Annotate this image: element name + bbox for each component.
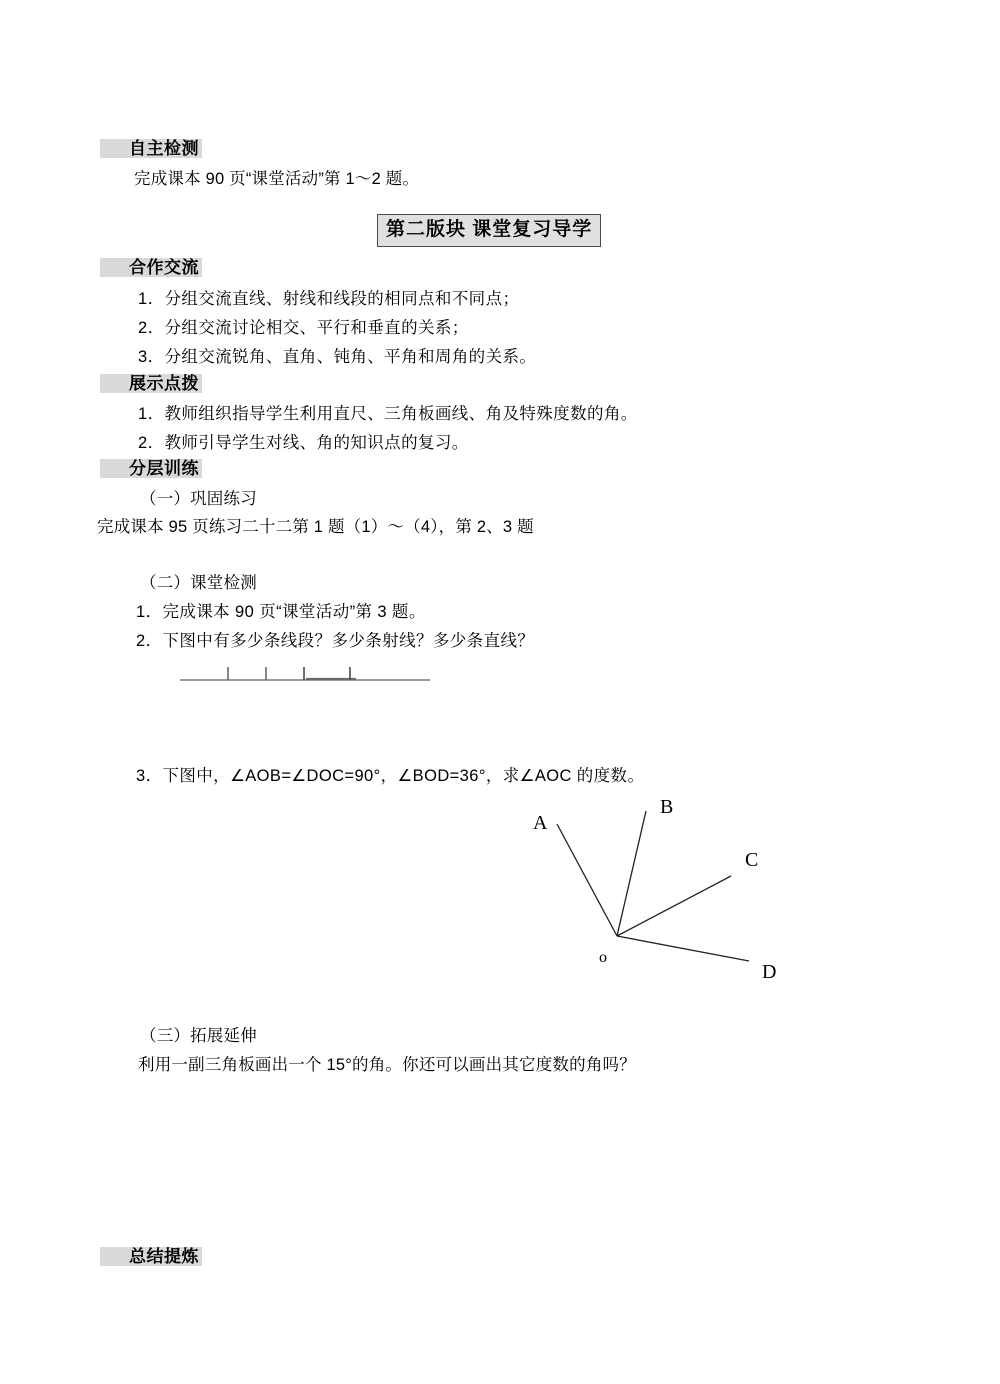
block-banner-title: 第二版块 课堂复习导学 <box>377 214 601 247</box>
part2-question-3: 3．下图中，∠AOB=∠DOC=90°，∠BOD=36°，求∠AOC 的度数。 <box>136 767 645 785</box>
ray-ob <box>617 811 646 936</box>
label-vertex-o: o <box>599 949 607 966</box>
part1-heading: （一）巩固练习 <box>140 490 257 508</box>
part3-heading: （三）拓展延伸 <box>140 1027 257 1045</box>
ray-oa <box>557 824 617 936</box>
heading-marker-block <box>100 258 124 277</box>
heading-marker-block <box>100 459 124 478</box>
heading-marker-block <box>100 1247 124 1266</box>
section-title-text: 总结提炼 <box>124 1247 202 1266</box>
label-point-d: D <box>762 961 777 983</box>
section-title-text: 合作交流 <box>124 258 202 277</box>
section-heading-summary <box>100 1247 202 1266</box>
section-heading-self-test <box>100 139 202 158</box>
section-title-text: 自主检测 <box>124 139 202 158</box>
self-test-line-1: 完成课本 90 页“课堂活动”第 1～2 题。 <box>134 170 420 188</box>
part2-question-2: 2．下图中有多少条线段？多少条射线？多少条直线？ <box>136 632 535 650</box>
heading-marker-block <box>100 374 124 393</box>
part2-question-1: 1．完成课本 90 页“课堂活动”第 3 题。 <box>136 603 426 621</box>
section-title-text: 展示点拨 <box>124 374 202 393</box>
label-point-a: A <box>533 812 548 834</box>
part3-body: 利用一副三角板画出一个 15°的角。你还可以画出其它度数的角吗？ <box>138 1056 636 1074</box>
cooperate-item-2: 2．分组交流讨论相交、平行和垂直的关系； <box>138 319 469 337</box>
cooperate-item-3: 3．分组交流锐角、直角、钝角、平角和周角的关系。 <box>138 348 537 366</box>
ray-oc <box>617 876 731 936</box>
part1-body: 完成课本 95 页练习二十二第 1 题（1）～（4），第 2、3 题 <box>97 518 534 536</box>
angle-rays-diagram <box>500 795 800 985</box>
label-point-b: B <box>660 796 674 818</box>
label-point-c: C <box>745 849 759 871</box>
line-segment-diagram <box>178 658 434 688</box>
section-heading-cooperate <box>100 258 202 277</box>
section-heading-demonstrate <box>100 374 202 393</box>
ray-od <box>617 936 749 961</box>
section-title-text: 分层训练 <box>124 459 202 478</box>
cooperate-item-1: 1．分组交流直线、射线和线段的相同点和不同点； <box>138 290 520 308</box>
demonstrate-item-2: 2．教师引导学生对线、角的知识点的复习。 <box>138 434 469 452</box>
heading-marker-block <box>100 139 124 158</box>
part2-heading: （二）课堂检测 <box>140 574 257 592</box>
section-heading-layered-train <box>100 459 202 478</box>
demonstrate-item-1: 1．教师组织指导学生利用直尺、三角板画线、角及特殊度数的角。 <box>138 405 638 423</box>
